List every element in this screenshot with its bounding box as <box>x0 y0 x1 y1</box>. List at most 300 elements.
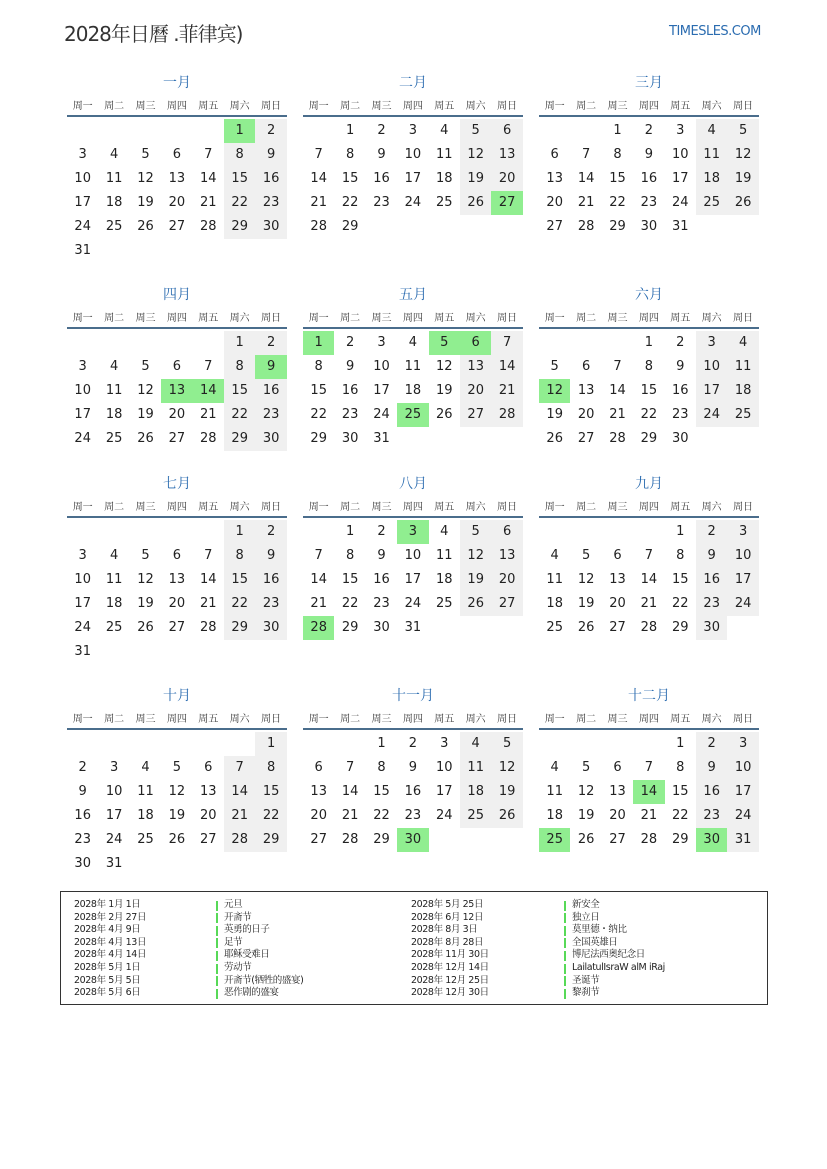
day-cell: 22 <box>640 407 658 422</box>
day-cell: 22 <box>672 808 689 823</box>
day-cell: 20 <box>609 596 626 611</box>
day-cell: 2 <box>255 331 286 355</box>
month-name: 八月 <box>399 476 427 492</box>
holiday-marker <box>564 951 566 961</box>
day-cell: 7 <box>644 760 654 775</box>
holiday-date: 2028年 4月 13日 <box>74 936 147 948</box>
day-cell: 23 <box>373 195 390 210</box>
day-cell: 24 <box>404 596 422 611</box>
day-cell: 25 <box>546 620 563 635</box>
day-cell: 7 <box>224 756 255 780</box>
day-cell: 9 <box>377 147 386 162</box>
day-cell: 17 <box>105 808 123 823</box>
day-cell: 8 <box>676 548 685 563</box>
day-cell: 21 <box>577 195 595 210</box>
holiday-day-cell: 13 <box>161 379 192 403</box>
weekday-label: 周一 <box>544 713 565 725</box>
day-cell: 30 <box>74 856 91 871</box>
day-cell: 19 <box>577 596 595 611</box>
day-cell: 22 <box>224 191 255 215</box>
holiday-date: 2028年 1月 1日 <box>74 899 141 910</box>
day-cell: 10 <box>672 147 689 162</box>
month-block <box>539 73 759 241</box>
weekday-label: 周三 <box>371 713 392 725</box>
day-cell: 25 <box>105 431 123 446</box>
weekday-label: 周日 <box>733 501 754 513</box>
day-cell: 16 <box>373 171 390 186</box>
holiday-date: 2028年 5月 5日 <box>74 974 141 986</box>
weekday-label: 周一 <box>72 501 93 513</box>
day-cell: 23 <box>255 191 286 215</box>
day-cell: 5 <box>141 359 150 374</box>
day-cell: 7 <box>204 548 213 563</box>
day-cell: 12 <box>460 544 491 568</box>
weekday-label: 周二 <box>104 501 125 513</box>
day-cell: 10 <box>74 383 91 398</box>
day-cell: 20 <box>460 379 491 403</box>
weekday-label: 周四 <box>402 501 423 513</box>
day-cell: 5 <box>550 359 559 374</box>
weekday-label: 周四 <box>638 501 659 513</box>
day-cell: 25 <box>727 403 758 427</box>
weekday-label: 周六 <box>229 501 250 513</box>
day-cell: 19 <box>137 596 154 611</box>
day-grid <box>67 518 287 666</box>
holiday-day-cell: 14 <box>633 780 664 804</box>
day-cell: 20 <box>168 596 186 611</box>
holiday-marker <box>216 901 218 911</box>
weekday-header <box>303 93 523 117</box>
day-cell: 6 <box>204 760 213 775</box>
holiday-marker <box>216 926 218 936</box>
day-cell: 2 <box>676 335 685 350</box>
holiday-day-cell: 25 <box>397 403 428 427</box>
day-cell: 26 <box>546 431 563 446</box>
weekday-label: 周一 <box>72 713 93 725</box>
holiday-day-cell: 14 <box>193 379 224 403</box>
day-cell: 21 <box>640 808 658 823</box>
holiday-marker <box>564 989 566 999</box>
day-cell: 11 <box>696 143 727 167</box>
weekday-label: 周日 <box>261 100 282 112</box>
day-cell: 4 <box>141 760 150 775</box>
holiday-marker <box>216 989 218 999</box>
month-block <box>539 686 759 854</box>
holiday-day-cell: 3 <box>397 520 428 544</box>
day-cell: 11 <box>137 784 154 799</box>
weekday-label: 周六 <box>465 100 486 112</box>
holiday-name: 开斋节(牺牲的盛宴) <box>224 974 304 986</box>
weekday-label: 周四 <box>166 713 187 725</box>
day-grid <box>303 518 523 642</box>
day-cell: 1 <box>676 736 685 751</box>
day-cell: 9 <box>345 359 355 374</box>
day-cell: 5 <box>141 548 150 563</box>
day-cell: 27 <box>168 620 186 635</box>
weekday-label: 周一 <box>308 100 329 112</box>
day-cell: 19 <box>137 195 154 210</box>
month-block <box>67 285 287 453</box>
day-cell: 12 <box>137 171 154 186</box>
month-name: 五月 <box>399 287 427 303</box>
day-cell: 8 <box>224 355 255 379</box>
weekday-label: 周六 <box>229 713 250 725</box>
holiday-day-cell: 1 <box>224 119 255 143</box>
weekday-label: 周二 <box>104 100 125 112</box>
day-cell: 24 <box>74 219 91 234</box>
day-cell: 2 <box>377 524 386 539</box>
day-cell: 22 <box>341 195 359 210</box>
day-cell: 6 <box>613 548 622 563</box>
day-cell: 29 <box>255 828 286 852</box>
day-cell: 3 <box>696 331 727 355</box>
day-cell: 18 <box>727 379 758 403</box>
day-cell: 1 <box>644 335 654 350</box>
day-cell: 16 <box>672 383 689 398</box>
day-cell: 24 <box>436 808 453 823</box>
day-cell: 2 <box>255 520 286 544</box>
day-cell: 7 <box>581 147 591 162</box>
weekday-label: 周二 <box>340 312 361 324</box>
day-cell: 9 <box>408 760 418 775</box>
day-cell: 29 <box>373 832 390 847</box>
weekday-header <box>539 706 759 730</box>
day-cell: 14 <box>609 383 626 398</box>
day-cell: 3 <box>440 736 449 751</box>
day-cell: 26 <box>460 592 491 616</box>
weekday-label: 周六 <box>229 100 250 112</box>
holiday-name: 莫里德・纳比 <box>572 924 627 936</box>
day-cell: 6 <box>172 548 182 563</box>
day-cell: 7 <box>491 331 522 355</box>
day-cell: 31 <box>74 644 91 659</box>
day-cell: 31 <box>404 620 422 635</box>
day-cell: 27 <box>546 219 563 234</box>
weekday-label: 周三 <box>135 100 156 112</box>
day-cell: 14 <box>310 171 327 186</box>
day-cell: 24 <box>373 407 390 422</box>
day-cell: 28 <box>640 832 658 847</box>
holiday-day-cell: 6 <box>460 331 491 355</box>
day-cell: 24 <box>727 592 758 616</box>
day-cell: 6 <box>491 119 522 143</box>
holiday-marker <box>216 951 218 961</box>
day-cell: 25 <box>436 596 453 611</box>
weekday-label: 周四 <box>166 501 187 513</box>
day-cell: 17 <box>404 572 422 587</box>
day-cell: 16 <box>696 780 727 804</box>
day-cell: 15 <box>341 171 359 186</box>
day-cell: 23 <box>255 403 286 427</box>
day-cell: 22 <box>224 592 255 616</box>
day-cell: 14 <box>224 780 255 804</box>
day-cell: 12 <box>137 383 154 398</box>
day-cell: 17 <box>373 383 390 398</box>
weekday-label: 周日 <box>497 312 518 324</box>
day-cell: 3 <box>676 123 685 138</box>
day-cell: 16 <box>640 171 658 186</box>
day-cell: 20 <box>168 195 186 210</box>
day-cell: 15 <box>672 784 689 799</box>
month-block <box>303 73 523 241</box>
month-name: 九月 <box>635 476 663 492</box>
holiday-day-cell: 30 <box>397 828 428 852</box>
day-cell: 9 <box>255 143 286 167</box>
weekday-label: 周五 <box>434 501 455 513</box>
holiday-date: 2028年 8月 28日 <box>411 936 484 948</box>
weekday-label: 周三 <box>607 312 628 324</box>
day-cell: 25 <box>696 191 727 215</box>
weekday-header <box>539 93 759 117</box>
weekday-label: 周四 <box>402 100 423 112</box>
day-cell: 27 <box>491 592 522 616</box>
holiday-name: 足节 <box>224 936 243 948</box>
weekday-label: 周五 <box>198 312 219 324</box>
day-cell: 2 <box>696 732 727 756</box>
day-cell: 12 <box>436 359 453 374</box>
month-block <box>303 686 523 854</box>
weekday-label: 周一 <box>544 100 565 112</box>
holiday-name: 全国英雄日 <box>572 936 618 948</box>
day-cell: 13 <box>200 784 217 799</box>
day-cell: 21 <box>200 195 217 210</box>
day-cell: 19 <box>137 407 154 422</box>
holiday-marker <box>564 913 566 923</box>
day-cell: 10 <box>74 572 91 587</box>
day-grid <box>67 730 287 878</box>
day-cell: 15 <box>640 383 658 398</box>
day-cell: 21 <box>310 596 327 611</box>
day-cell: 3 <box>78 548 87 563</box>
day-cell: 2 <box>644 123 654 138</box>
day-cell: 23 <box>74 832 91 847</box>
day-cell: 12 <box>137 572 154 587</box>
weekday-label: 周五 <box>670 713 691 725</box>
day-cell: 29 <box>672 832 689 847</box>
day-cell: 29 <box>640 431 658 446</box>
weekday-label: 周一 <box>72 100 93 112</box>
day-cell: 5 <box>141 147 150 162</box>
day-cell: 17 <box>436 784 453 799</box>
day-cell: 17 <box>696 379 727 403</box>
day-cell: 28 <box>200 219 217 234</box>
day-cell: 4 <box>109 359 119 374</box>
day-cell: 28 <box>577 219 595 234</box>
day-cell: 1 <box>377 736 386 751</box>
day-cell: 5 <box>172 760 182 775</box>
day-cell: 26 <box>137 620 154 635</box>
holiday-marker <box>564 901 566 911</box>
month-name: 十月 <box>163 688 191 704</box>
day-cell: 3 <box>727 520 758 544</box>
day-cell: 12 <box>577 572 595 587</box>
weekday-label: 周二 <box>576 501 597 513</box>
weekday-label: 周二 <box>340 713 361 725</box>
weekday-label: 周三 <box>607 713 628 725</box>
weekday-label: 周一 <box>72 312 93 324</box>
day-cell: 15 <box>310 383 327 398</box>
day-cell: 23 <box>696 804 727 828</box>
weekday-label: 周四 <box>638 312 659 324</box>
day-cell: 18 <box>696 167 727 191</box>
day-cell: 26 <box>727 191 758 215</box>
day-cell: 10 <box>404 147 422 162</box>
weekday-header <box>67 706 287 730</box>
day-cell: 21 <box>200 596 217 611</box>
day-cell: 20 <box>546 195 563 210</box>
day-cell: 10 <box>727 544 758 568</box>
day-cell: 15 <box>224 379 255 403</box>
day-cell: 13 <box>491 143 522 167</box>
month-name: 十二月 <box>628 688 670 704</box>
day-cell: 27 <box>460 403 491 427</box>
day-cell: 8 <box>255 756 286 780</box>
day-cell: 28 <box>609 431 626 446</box>
day-cell: 17 <box>672 171 689 186</box>
day-cell: 2 <box>78 760 87 775</box>
weekday-label: 周五 <box>434 713 455 725</box>
day-cell: 1 <box>345 524 355 539</box>
day-cell: 9 <box>78 784 87 799</box>
holiday-day-cell: 9 <box>255 355 286 379</box>
day-cell: 7 <box>204 359 213 374</box>
day-cell: 24 <box>404 195 422 210</box>
month-block <box>67 474 287 666</box>
day-cell: 8 <box>377 760 386 775</box>
day-cell: 28 <box>491 403 522 427</box>
holiday-day-cell: 5 <box>429 331 460 355</box>
holiday-name: 恶作剧的盛宴 <box>224 987 279 999</box>
day-cell: 11 <box>546 784 563 799</box>
day-cell: 12 <box>727 143 758 167</box>
weekday-label: 周四 <box>638 713 659 725</box>
day-cell: 28 <box>200 620 217 635</box>
day-cell: 20 <box>491 167 522 191</box>
day-cell: 5 <box>581 548 591 563</box>
day-cell: 4 <box>550 548 559 563</box>
weekday-label: 周一 <box>308 501 329 513</box>
day-cell: 30 <box>255 616 286 640</box>
site-name[interactable]: TIMESLES.COM <box>669 24 761 39</box>
weekday-label: 周四 <box>402 713 423 725</box>
day-cell: 18 <box>436 171 453 186</box>
month-name: 十一月 <box>392 688 434 704</box>
day-cell: 3 <box>78 147 87 162</box>
day-cell: 27 <box>609 620 626 635</box>
day-cell: 23 <box>672 407 689 422</box>
holiday-date: 2028年 12月 14日 <box>411 962 489 973</box>
day-cell: 27 <box>310 832 327 847</box>
day-cell: 18 <box>137 808 154 823</box>
day-cell: 10 <box>727 756 758 780</box>
day-cell: 30 <box>672 431 689 446</box>
day-cell: 5 <box>581 760 591 775</box>
day-cell: 3 <box>408 123 418 138</box>
holiday-name: 英勇的日子 <box>224 924 270 936</box>
holiday-date: 2028年 4月 14日 <box>74 949 147 961</box>
weekday-label: 周六 <box>465 501 486 513</box>
holiday-date: 2028年 5月 1日 <box>74 962 141 973</box>
day-grid <box>539 329 759 453</box>
month-block <box>67 73 287 265</box>
weekday-label: 周五 <box>434 312 455 324</box>
day-cell: 25 <box>105 219 123 234</box>
day-cell: 19 <box>460 167 491 191</box>
day-cell: 11 <box>404 359 422 374</box>
day-cell: 6 <box>581 359 591 374</box>
month-block <box>539 474 759 642</box>
day-cell: 31 <box>373 431 390 446</box>
day-cell: 4 <box>696 119 727 143</box>
day-cell: 26 <box>577 620 595 635</box>
weekday-label: 周六 <box>701 501 722 513</box>
weekday-header <box>303 494 523 518</box>
day-cell: 22 <box>672 596 689 611</box>
day-cell: 9 <box>644 147 654 162</box>
holiday-day-cell: 12 <box>539 379 570 403</box>
month-name: 二月 <box>399 75 427 91</box>
day-cell: 24 <box>672 195 689 210</box>
weekday-label: 周一 <box>308 713 329 725</box>
weekday-label: 周日 <box>497 100 518 112</box>
day-cell: 28 <box>310 219 327 234</box>
day-cell: 14 <box>640 572 658 587</box>
weekday-label: 周六 <box>701 100 722 112</box>
day-cell: 9 <box>676 359 685 374</box>
day-cell: 13 <box>168 572 186 587</box>
day-cell: 12 <box>491 756 522 780</box>
page-title: 2028年日曆 .菲律宾) <box>64 22 243 46</box>
weekday-label: 周二 <box>340 501 361 513</box>
day-cell: 3 <box>377 335 386 350</box>
day-cell: 11 <box>105 171 123 186</box>
day-cell: 8 <box>345 147 355 162</box>
day-cell: 28 <box>200 431 217 446</box>
weekday-header <box>67 494 287 518</box>
weekday-label: 周日 <box>733 100 754 112</box>
weekday-label: 周日 <box>733 713 754 725</box>
holiday-date: 2028年 12月 25日 <box>411 974 489 986</box>
holiday-name: 劳动节 <box>224 962 252 973</box>
day-cell: 26 <box>137 431 154 446</box>
day-cell: 27 <box>577 431 595 446</box>
day-cell: 15 <box>341 572 359 587</box>
day-cell: 17 <box>727 568 758 592</box>
day-cell: 14 <box>491 355 522 379</box>
day-cell: 15 <box>255 780 286 804</box>
holiday-date: 2028年 11月 30日 <box>411 949 489 961</box>
day-cell: 18 <box>105 407 123 422</box>
day-grid <box>539 117 759 241</box>
day-cell: 2 <box>255 119 286 143</box>
day-cell: 9 <box>377 548 386 563</box>
day-cell: 8 <box>644 359 654 374</box>
holiday-day-cell: 1 <box>303 331 334 355</box>
day-cell: 11 <box>105 383 123 398</box>
day-cell: 13 <box>577 383 595 398</box>
day-cell: 15 <box>373 784 390 799</box>
month-block <box>303 474 523 642</box>
day-cell: 14 <box>200 572 217 587</box>
weekday-label: 周五 <box>670 501 691 513</box>
holiday-marker <box>564 976 566 986</box>
holiday-marker <box>216 976 218 986</box>
day-cell: 6 <box>172 359 182 374</box>
day-cell: 10 <box>74 171 91 186</box>
day-cell: 2 <box>408 736 418 751</box>
holiday-date: 2028年 5月 25日 <box>411 899 484 910</box>
holiday-date: 2028年 4月 9日 <box>74 924 141 936</box>
